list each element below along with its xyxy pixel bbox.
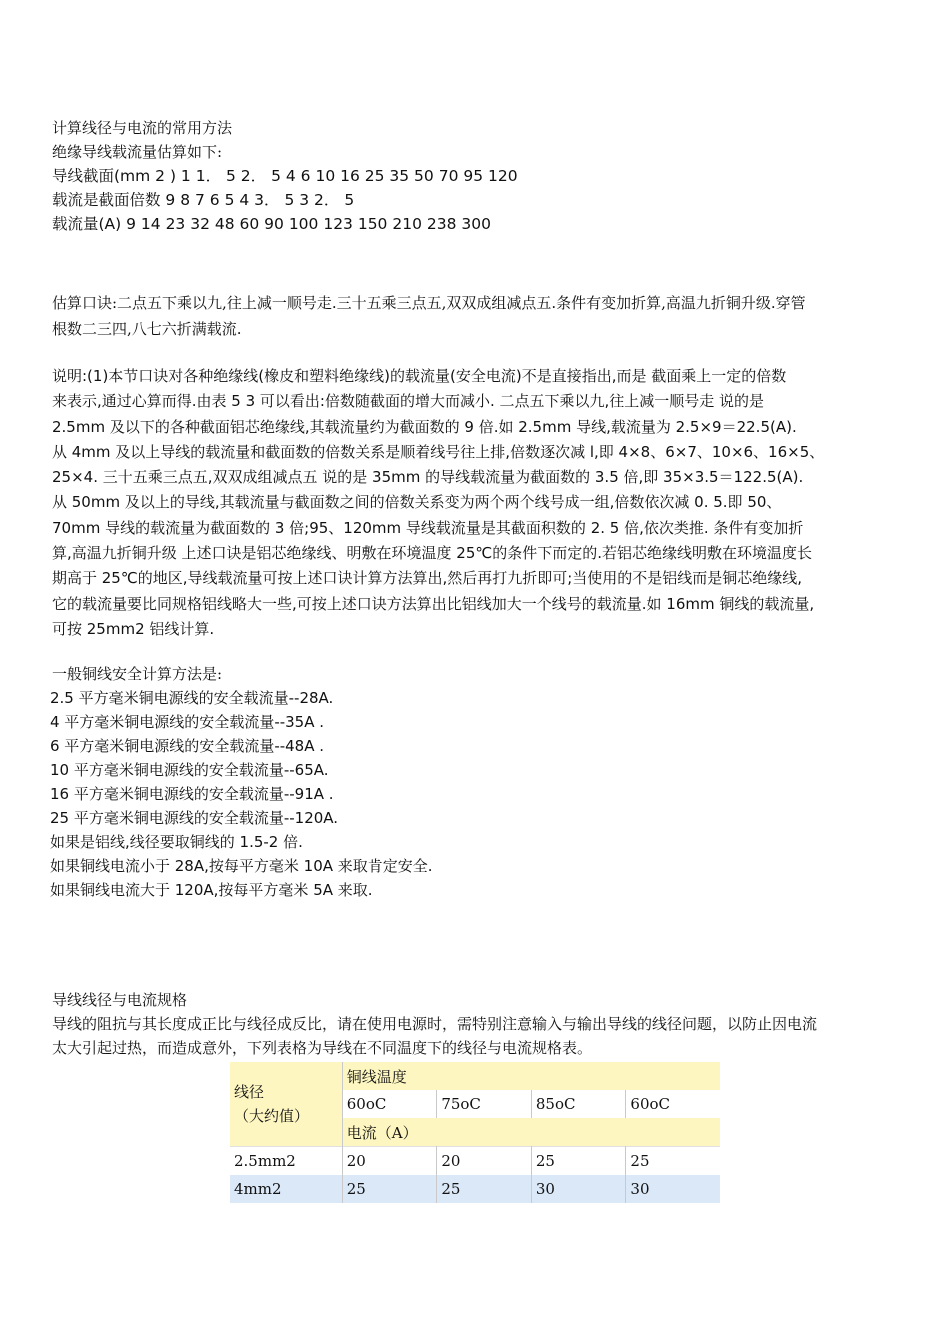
copper-list-item: 如果是铝线,线径要取铜线的 1.5-2 倍. [50,833,303,851]
diameter-label: 线径 [234,1083,265,1101]
explanation-line: 从 50mm 及以上的导线,其载流量与截面数之间的倍数关系变为两个两个线号成一组,倍数依次减 0. 5.即 50、 [52,493,782,512]
explanation-line: 期高于 25℃的地区,导线载流量可按上述口诀计算方法算出,然后再打九折即可;当使用的不是铝线而是铜芯绝缘线, [52,569,803,588]
copper-list-item: 4 平方毫米铜电源线的安全载流量--35A . [50,713,325,731]
temp-cell: 75oC [437,1090,532,1118]
value-cell: 25 [531,1147,626,1176]
diameter-header-cell [230,1062,342,1147]
current-header-cell: 电流（A） [342,1118,720,1147]
table-row [230,1147,720,1176]
copper-list-item: 2.5 平方毫米铜电源线的安全载流量--28A. [50,689,334,707]
explanation-line: 说明:(1)本节口诀对各种绝缘线(橡皮和塑料绝缘线)的载流量(安全电流)不是直接指出,而是 截面乘上一定的倍数 [52,367,787,385]
value-cell: 25 [342,1175,437,1203]
value-cell: 25 [437,1175,532,1203]
copper-list-item: 10 平方毫米铜电源线的安全载流量--65A. [50,761,329,779]
row-multiple: 载流是截面倍数 9 8 7 6 5 4 3． 5 3 2． 5 [52,191,355,209]
explanation-line: 25×4. 三十五乘三点五,双双成组减点五 说的是 35mm 的导线载流量为截面数的 3.5 倍,即 35×3.5＝122.5(A). [52,468,804,487]
section-subtitle: 绝缘导线载流量估算如下: [52,143,223,161]
size-cell: 2.5mm2 [230,1147,342,1176]
copper-title: 一般铜线安全计算方法是: [52,665,223,683]
explanation-line: 可按 25mm2 铝线计算. [52,619,215,638]
rhyme-line: 根数二三四,八七六折满载流. [52,320,242,338]
explanation-line: 算,高温九折铜升级 上述口诀是铝芯绝缘线、明敷在环境温度 25℃的条件下而定的.若铝芯绝缘线明敷在环境温度长 [52,544,813,563]
value-cell: 20 [437,1147,532,1176]
value-cell: 25 [626,1147,720,1176]
explanation-line: 它的载流量要比同规格铝线略大一些,可按上述口诀方法算出比铝线加大一个线号的载流量.如 16mm 铜线的载流量, [52,594,815,613]
copper-list-item: 如果铜线电流大于 120A,按每平方毫米 5A 来取. [50,881,373,899]
rhyme-line: 估算口诀:二点五下乘以九,往上减一顺号走.三十五乘三点五,双双成组减点五.条件有变加折算,高温九折铜升级.穿管 [52,294,806,312]
copper-list [50,686,902,902]
size-cell: 4mm2 [230,1175,342,1203]
temp-header-cell: 铜线温度 [342,1062,720,1090]
copper-list-item: 25 平方毫米铜电源线的安全载流量--120A. [50,809,339,827]
copper-list-item: 16 平方毫米铜电源线的安全载流量--91A . [50,785,334,803]
temp-cell: 60oC [626,1090,720,1118]
explanation-line: 70mm 导线的载流量为截面数的 3 倍;95、120mm 导线载流量是其截面积数的 2. 5 倍,依次类推. 条件有变加折 [52,518,804,537]
value-cell: 20 [342,1147,437,1176]
wire-spec-table [230,1062,720,1203]
spec-title: 导线线径与电流规格 [52,991,188,1009]
temp-cell: 60oC [342,1090,437,1118]
explanation-line: 来表示,通过心算而得.由表 5 3 可以看出:倍数随截面的增大而减小. 二点五下乘以九,往上减一顺号走 说的是 [52,392,765,411]
copper-list-item: 如果铜线电流小于 28A,按每平方毫米 10A 来取肯定安全. [50,857,433,875]
explanation-line: 2.5mm 及以下的各种截面铝芯绝缘线,其载流量约为截面数的 9 倍.如 2.5mm 导线,载流量为 2.5×9＝22.5(A). [52,417,797,436]
spec-desc-line: 太大引起过热，而造成意外，下列表格为导线在不同温度下的线径与电流规格表。 [52,1039,593,1057]
copper-list-item: 6 平方毫米铜电源线的安全载流量--48A . [50,737,325,755]
spec-desc-line: 导线的阻抗与其长度成正比与线径成反比，请在使用电源时，需特别注意输入与输出导线的线径问题，以防止因电流 [52,1015,818,1033]
diameter-approx-label: （大约值） [234,1107,310,1125]
temp-cell: 85oC [531,1090,626,1118]
explanation-paragraph [52,364,904,642]
rhyme-paragraph [52,290,904,342]
row-cross-section: 导线截面(mm 2 ) 1 1． 5 2． 5 4 6 10 16 25 35 50 70 95 120 [52,167,518,185]
value-cell: 30 [626,1175,720,1203]
value-cell: 30 [531,1175,626,1203]
spec-section [52,988,904,1060]
explanation-line: 从 4mm 及以上导线的载流量和截面数的倍数关系是顺着线号往上排,倍数逐次减 l,即 4×8、6×7、10×6、16×5、 [52,442,825,461]
table-row [230,1175,720,1203]
row-current: 载流量(A) 9 14 23 32 48 60 90 100 123 150 210 238 300 [52,215,491,233]
section-title: 计算线径与电流的常用方法 [52,119,233,137]
section-current-estimation [52,116,904,236]
copper-safety-section [52,662,904,686]
